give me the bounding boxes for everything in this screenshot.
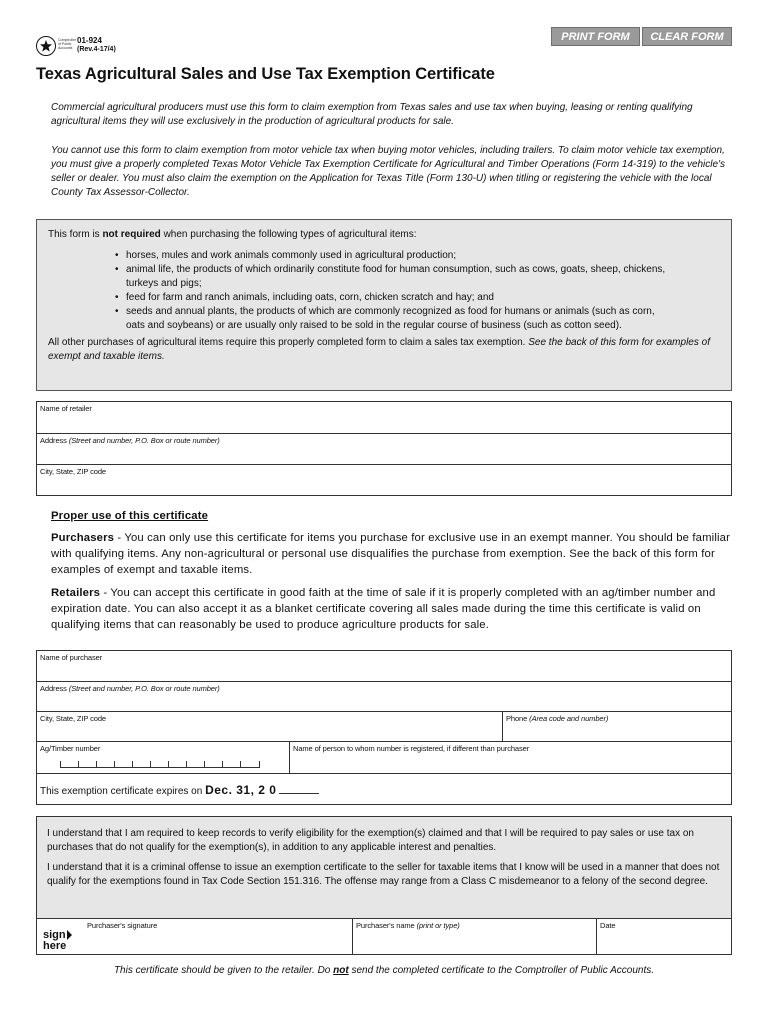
footer-text: This certificate should be given to the retailer. Do xyxy=(113,965,334,976)
arrow-right-icon xyxy=(67,930,72,940)
retailers-paragraph xyxy=(51,585,731,633)
ag-timber-digit-boxes[interactable] xyxy=(60,762,260,768)
footer-note xyxy=(0,965,768,976)
sign-here-marker xyxy=(43,930,72,952)
here-word: here xyxy=(43,940,67,952)
star-icon xyxy=(39,39,53,53)
expiration-row xyxy=(37,773,731,804)
registered-name-field[interactable] xyxy=(289,742,731,773)
signature-date-field[interactable] xyxy=(596,919,731,954)
purchaser-address-field[interactable] xyxy=(37,681,731,711)
expiration-line xyxy=(40,783,319,797)
agency-name: Comptroller of Public Accounts xyxy=(58,38,77,50)
form-revision: (Rev.4-17/4) xyxy=(77,46,116,53)
lead-text: This form is xyxy=(48,229,103,240)
label-text: Phone xyxy=(506,714,530,723)
purchaser-city-label: City, State, ZIP code xyxy=(40,714,106,723)
acknowledgement-paragraph-1: I understand that I am required to keep records to verify eligibility for the exemption(s) claimed and that I will be required to pay sales or use tax on purchases that do not qualify for the exemption(s), in addition to any applicable interest and penalties. xyxy=(47,828,694,853)
print-form-button[interactable]: PRINT FORM xyxy=(551,27,640,46)
retailer-city-label: City, State, ZIP code xyxy=(40,467,106,476)
proper-use-section xyxy=(51,508,731,640)
purchaser-phone-field[interactable] xyxy=(502,712,731,741)
lead-text-end: when purchasing the following types of agricultural items: xyxy=(160,229,417,240)
purchaser-signature-field[interactable] xyxy=(37,919,352,954)
purchasers-text: - You can only use this certificate for items you purchase for exclusive use in an exempt manner. You should be familiar with qualifying items. Any non-agricultural or personal use disqualifies the purchase from exemption. See the back of this form for examples of exempt and taxable items. xyxy=(51,532,731,576)
expiration-year-input[interactable] xyxy=(279,784,319,794)
lead-emphasis: not required xyxy=(102,229,161,240)
closing-italic: See the back of this form for examples of exempt and taxable items. xyxy=(48,337,710,362)
proper-use-heading: Proper use of this certificate xyxy=(51,510,209,522)
label-text: Address xyxy=(40,684,69,693)
purchaser-printed-name-field[interactable] xyxy=(352,919,596,954)
label-text: Purchaser's name xyxy=(356,921,417,930)
purchaser-section xyxy=(36,650,732,805)
retailers-text: - You can accept this certificate in good faith at the time of sale if it is properly completed with an ag/timber number and expiration date. You can also accept it as a blanket certificate covering all sales made during the time this certificate is valid on qualifying items that can reasonably be used to produce agriculture products for sale. xyxy=(51,587,716,631)
acknowledgement-paragraph-2: I understand that it is a criminal offense to issue an exemption certificate to the seller for taxable items that I know will be used in a manner that does not qualify for the exemptions found in Tax Code Section 151.316. The offense may range from a Class C misdemeanor to a felony of the second degree. xyxy=(47,862,720,887)
retailer-address-cell[interactable] xyxy=(37,434,731,464)
registered-name-label: Name of person to whom number is registered, if different than purchaser xyxy=(293,744,530,753)
purchaser-phone-label xyxy=(506,714,608,723)
closing-text: All other purchases of agricultural items require this properly completed form to claim a sales tax exemption. xyxy=(48,337,529,348)
form-number xyxy=(77,36,116,54)
purchasers-paragraph xyxy=(51,530,731,578)
acknowledgement-box xyxy=(36,816,732,955)
label-text: Address xyxy=(40,436,69,445)
list-item: • horses, mules and work animals commonly used in agricultural production; xyxy=(114,249,674,263)
form-id: 01-924 xyxy=(77,36,102,45)
list-item: • animal life, the products of which ordinarily constitute food for human consumption, such as cows, goats, sheep, chickens, turkeys and pigs; xyxy=(114,263,674,291)
footer-text-end: send the completed certificate to the Comptroller of Public Accounts. xyxy=(348,965,655,976)
not-required-box xyxy=(36,219,732,391)
ag-timber-number-field[interactable] xyxy=(37,742,289,773)
purchasers-label: Purchasers xyxy=(51,532,115,544)
retailer-name-cell[interactable] xyxy=(37,402,731,433)
state-seal-icon xyxy=(36,36,56,56)
page-title: Texas Agricultural Sales and Use Tax Exemption Certificate xyxy=(36,65,495,83)
purchaser-city-phone-row xyxy=(37,711,731,741)
footer-emphasis: not xyxy=(333,965,349,976)
clear-form-button[interactable]: CLEAR FORM xyxy=(642,27,732,46)
retailer-city-cell[interactable] xyxy=(37,465,731,495)
purchaser-address-cell[interactable] xyxy=(37,682,731,711)
label-hint: (Street and number, P.O. Box or route number) xyxy=(68,436,220,445)
list-item: • seeds and annual plants, the products of which are commonly recognized as food for humans or animals (such as corn, oats and soybeans) or are usually only raised to be sold in the regular course of business (such as cotton seed). xyxy=(114,305,674,333)
retailer-name-label: Name of retailer xyxy=(40,404,92,413)
retailer-city-field[interactable] xyxy=(37,464,731,495)
label-hint: (Area code and number) xyxy=(529,714,609,723)
intro-paragraph-2: You cannot use this form to claim exemption from motor vehicle tax when buying motor vehicles, including trailers. To claim motor vehicle tax exemption, you must give a properly completed Texas Motor Vehicle Tax Exemption Certificate for Agricultural and Timber Operations (Form 14-319) to the vehicle's seller or dealer. You must also claim the exemption on the Application for Texas Title (Form 130-U) when titling or registering the vehicle with the local County Tax Assessor-Collector. xyxy=(51,145,725,198)
not-required-lead xyxy=(48,228,721,242)
sign-word: sign xyxy=(43,929,66,941)
list-item: • feed for farm and ranch animals, including oats, corn, chicken scratch and hay; and xyxy=(114,291,674,305)
expiration-cell xyxy=(37,774,731,804)
retailer-name-field[interactable] xyxy=(37,402,731,433)
acknowledgement-text xyxy=(37,817,731,889)
intro-paragraph-1: Commercial agricultural producers must use this form to claim exemption from Texas sales and use tax when buying, leasing or renting qualifying agricultural items they will use exclusively in the production of agricultural products for sale. xyxy=(51,102,693,127)
retailer-section xyxy=(36,401,732,496)
retailers-label: Retailers xyxy=(51,587,101,599)
retailer-address-label xyxy=(40,436,220,445)
expiration-date: Dec. 31, 2 0 xyxy=(205,783,277,797)
purchaser-city-field[interactable] xyxy=(37,712,502,741)
not-required-list xyxy=(114,249,674,333)
purchaser-name-field[interactable] xyxy=(37,651,731,681)
signature-label: Purchaser's signature xyxy=(87,921,158,930)
date-label: Date xyxy=(600,921,616,930)
label-hint: (Street and number, P.O. Box or route number) xyxy=(68,684,220,693)
ag-timber-row xyxy=(37,741,731,773)
purchaser-address-label xyxy=(40,684,220,693)
label-hint: (print or type) xyxy=(416,921,460,930)
form-actions xyxy=(551,27,732,46)
not-required-closing xyxy=(48,336,721,364)
purchaser-name-cell[interactable] xyxy=(37,651,731,681)
signature-row xyxy=(37,918,731,954)
expiration-text: This exemption certificate expires on xyxy=(40,786,206,797)
purchaser-name-label: Name of purchaser xyxy=(40,653,103,662)
ag-timber-label: Ag/Timber number xyxy=(40,744,101,753)
retailer-address-field[interactable] xyxy=(37,433,731,464)
printed-name-label xyxy=(356,921,460,930)
